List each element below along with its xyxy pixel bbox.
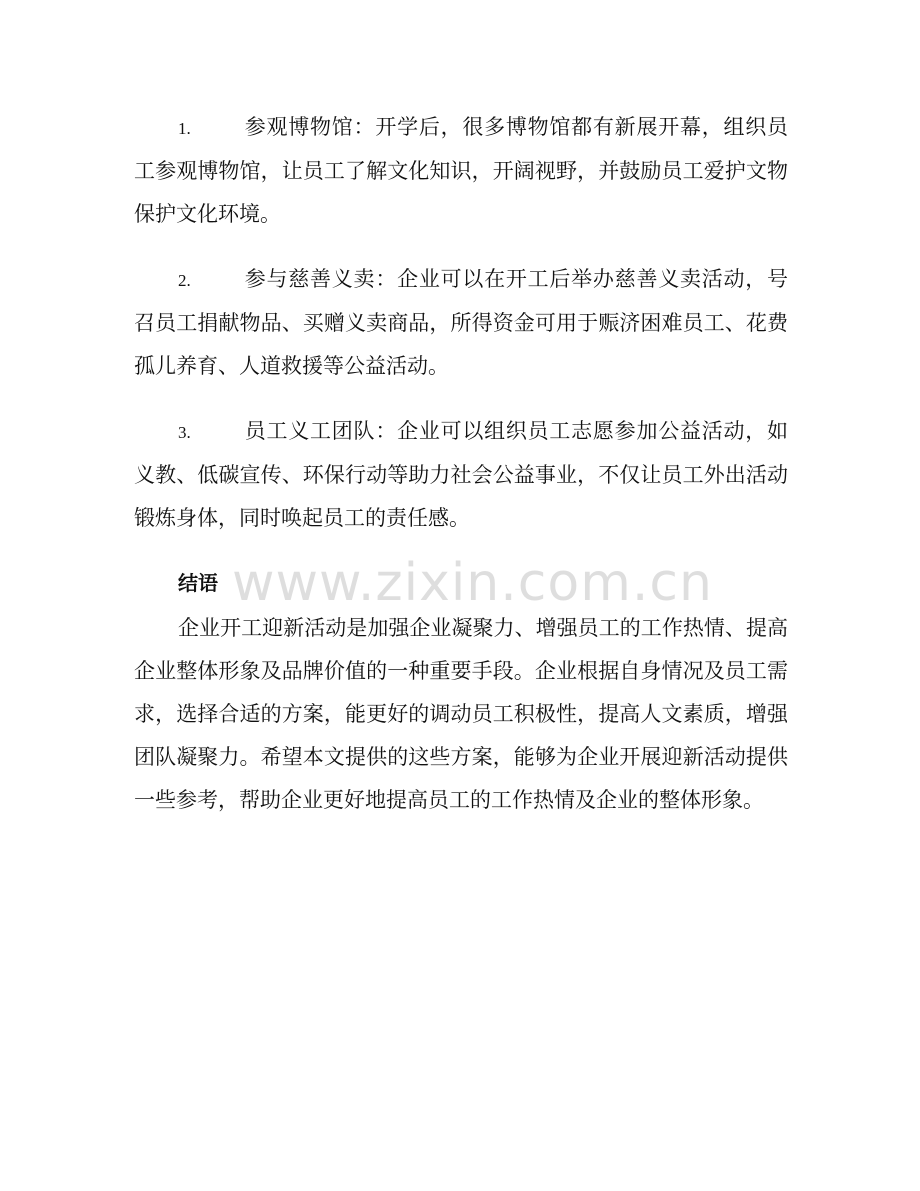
- list-number: 3.: [178, 423, 191, 442]
- document-content: [134, 106, 788, 822]
- list-item-text: 参与慈善义卖：企业可以在开工后举办慈善义卖活动，号召员工捐献物品、买赠义卖商品，所得资金可用于赈济困难员工、花费孤儿养育、人道救援等公益活动。: [134, 267, 788, 378]
- conclusion-paragraph: 企业开工迎新活动是加强企业凝聚力、增强员工的工作热情、提高企业整体形象及品牌价值的一种重要手段。企业根据自身情况及员工需求，选择合适的方案，能更好的调动员工积极性，提高人文素质，增强团队凝聚力。希望本文提供的这些方案，能够为企业开展迎新活动提供一些参考，帮助企业更好地提高员工的工作热情及企业的整体形象。: [134, 616, 788, 812]
- conclusion-heading: 结语: [178, 571, 218, 595]
- watermark: www.zixin.com.cn: [232, 553, 713, 613]
- list-item-text: 员工义工团队：企业可以组织员工志愿参加公益活动，如义教、低碳宣传、环保行动等助力社会公益事业，不仅让员工外出活动锻炼身体，同时唤起员工的责任感。: [134, 419, 788, 530]
- list-number: 1.: [178, 119, 191, 138]
- list-item-1: [134, 106, 788, 236]
- list-number: 2.: [178, 271, 191, 290]
- list-item-2: [134, 258, 788, 388]
- list-item-3: [134, 410, 788, 540]
- list-item-text: 参观博物馆：开学后，很多博物馆都有新展开幕，组织员工参观博物馆，让员工了解文化知识，开阔视野，并鼓励员工爱护文物保护文化环境。: [134, 115, 788, 226]
